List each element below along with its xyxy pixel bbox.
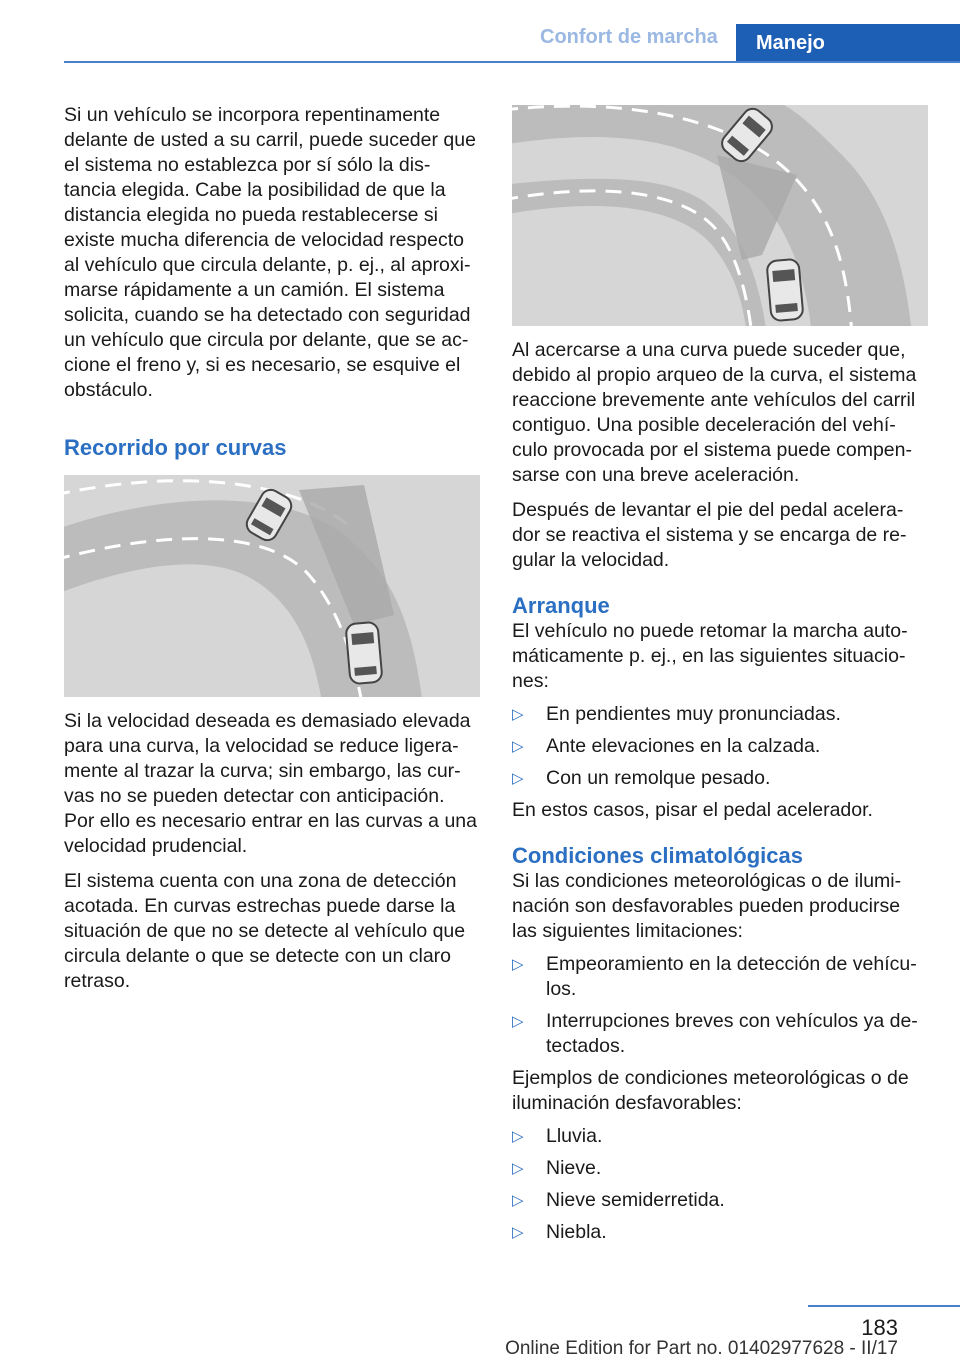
list-item: ▷ Nieve semiderretida. — [512, 1189, 725, 1211]
left-column — [64, 103, 480, 994]
triangle-bullet-icon: ▷ — [512, 956, 524, 973]
heading-curves: Recorrido por curvas — [64, 435, 287, 460]
list-item: ▷ Interrupciones breves con vehículos ya de‐tectados. — [512, 1010, 918, 1057]
weather-limitations-list — [512, 952, 928, 1059]
adjacent-lane-illustration — [512, 105, 928, 326]
paragraph-weather: Si las condiciones meteorológicas o de ilumi‐nación son desfavorables pueden producirse las siguientes limitaciones: — [512, 870, 902, 942]
paragraph-speed-curve: Si la velocidad deseada es demasiado elevada para una curva, la velocidad se reduce ligera‐mente al trazar la curva; sin embargo, las cur‐vas no se pueden detectar con anticipación. Por ello es necesario entrar en las curvas a una velocidad prudencial. — [64, 710, 477, 857]
paragraph-detection-zone: El sistema cuenta con una zona de detección acotada. En curvas estrechas puede darse la situación de que no se detecte al vehículo que circula delante o que se detecte con un claro retraso. — [64, 870, 466, 992]
footer-rule — [808, 1305, 960, 1307]
chapter-tab[interactable]: Manejo — [736, 24, 960, 63]
list-item: ▷ Nieve. — [512, 1157, 602, 1179]
list-item: ▷ Lluvia. — [512, 1125, 603, 1147]
triangle-bullet-icon: ▷ — [512, 706, 524, 723]
triangle-bullet-icon: ▷ — [512, 770, 524, 787]
list-item: ▷ En pendientes muy pronunciadas. — [512, 703, 841, 725]
list-item: ▷ Niebla. — [512, 1221, 607, 1243]
curve-illustration — [64, 475, 480, 697]
paragraph-press-pedal: En estos casos, pisar el pedal acelerador. — [512, 799, 873, 821]
header-rule — [64, 61, 960, 63]
edition-note: Online Edition for Part no. 01402977628 - II/17 — [505, 1338, 898, 1359]
paragraph-start: El vehículo no puede retomar la marcha auto‐máticamente p. ej., en las siguientes situacio‐nes: — [512, 620, 908, 692]
triangle-bullet-icon: ▷ — [512, 1192, 524, 1209]
paragraph-weather-examples: Ejemplos de condiciones meteorológicas o de iluminación desfavorables: — [512, 1067, 909, 1114]
paragraph-adjacent-lane: Al acercarse a una curva puede suceder que, debido al propio arqueo de la curva, el sistema reaccione brevemente ante vehículos del carril contiguo. Una posible deceleración del vehí‐culo provocada por el sistema puede compen‐sarse con una breve aceleración. — [512, 339, 917, 486]
triangle-bullet-icon: ▷ — [512, 738, 524, 755]
triangle-bullet-icon: ▷ — [512, 1160, 524, 1177]
page-number: 183 — [861, 1315, 898, 1340]
paragraph-reactivate: Después de levantar el pie del pedal acelera‐dor se reactiva el sistema y se encarga de re‐gular la velocidad. — [512, 499, 907, 571]
list-item: ▷ Ante elevaciones en la calzada. — [512, 735, 821, 757]
heading-start: Arranque — [512, 593, 610, 618]
triangle-bullet-icon: ▷ — [512, 1224, 524, 1241]
start-conditions-list — [512, 702, 928, 791]
heading-weather: Condiciones climatológicas — [512, 843, 803, 868]
weather-examples-list — [512, 1124, 928, 1245]
paragraph-sudden-vehicle: Si un vehículo se incorpora repentinamente delante de usted a su carril, puede suceder que el sistema no establezca por sí sólo la dis‐tancia elegida. Cabe la posibilidad de que la distancia elegida no pueda restablecerse si existe mucha diferencia de velocidad respecto al vehículo que circula delante, p. ej., al aproxi‐marse rápidamente a un camión. El sistema solicita, cuando se ha detectado con seguridad un vehículo que circula por delante, que se ac‐cione el freno y, si es necesario, se esquive el obstáculo. — [64, 104, 476, 401]
list-item: ▷ Con un remolque pesado. — [512, 767, 771, 789]
list-item: ▷ Empeoramiento en la detección de vehícu‐los. — [512, 953, 917, 1000]
triangle-bullet-icon: ▷ — [512, 1128, 524, 1145]
triangle-bullet-icon: ▷ — [512, 1013, 524, 1030]
section-title: Confort de marcha — [540, 26, 718, 48]
right-column — [512, 105, 928, 1252]
